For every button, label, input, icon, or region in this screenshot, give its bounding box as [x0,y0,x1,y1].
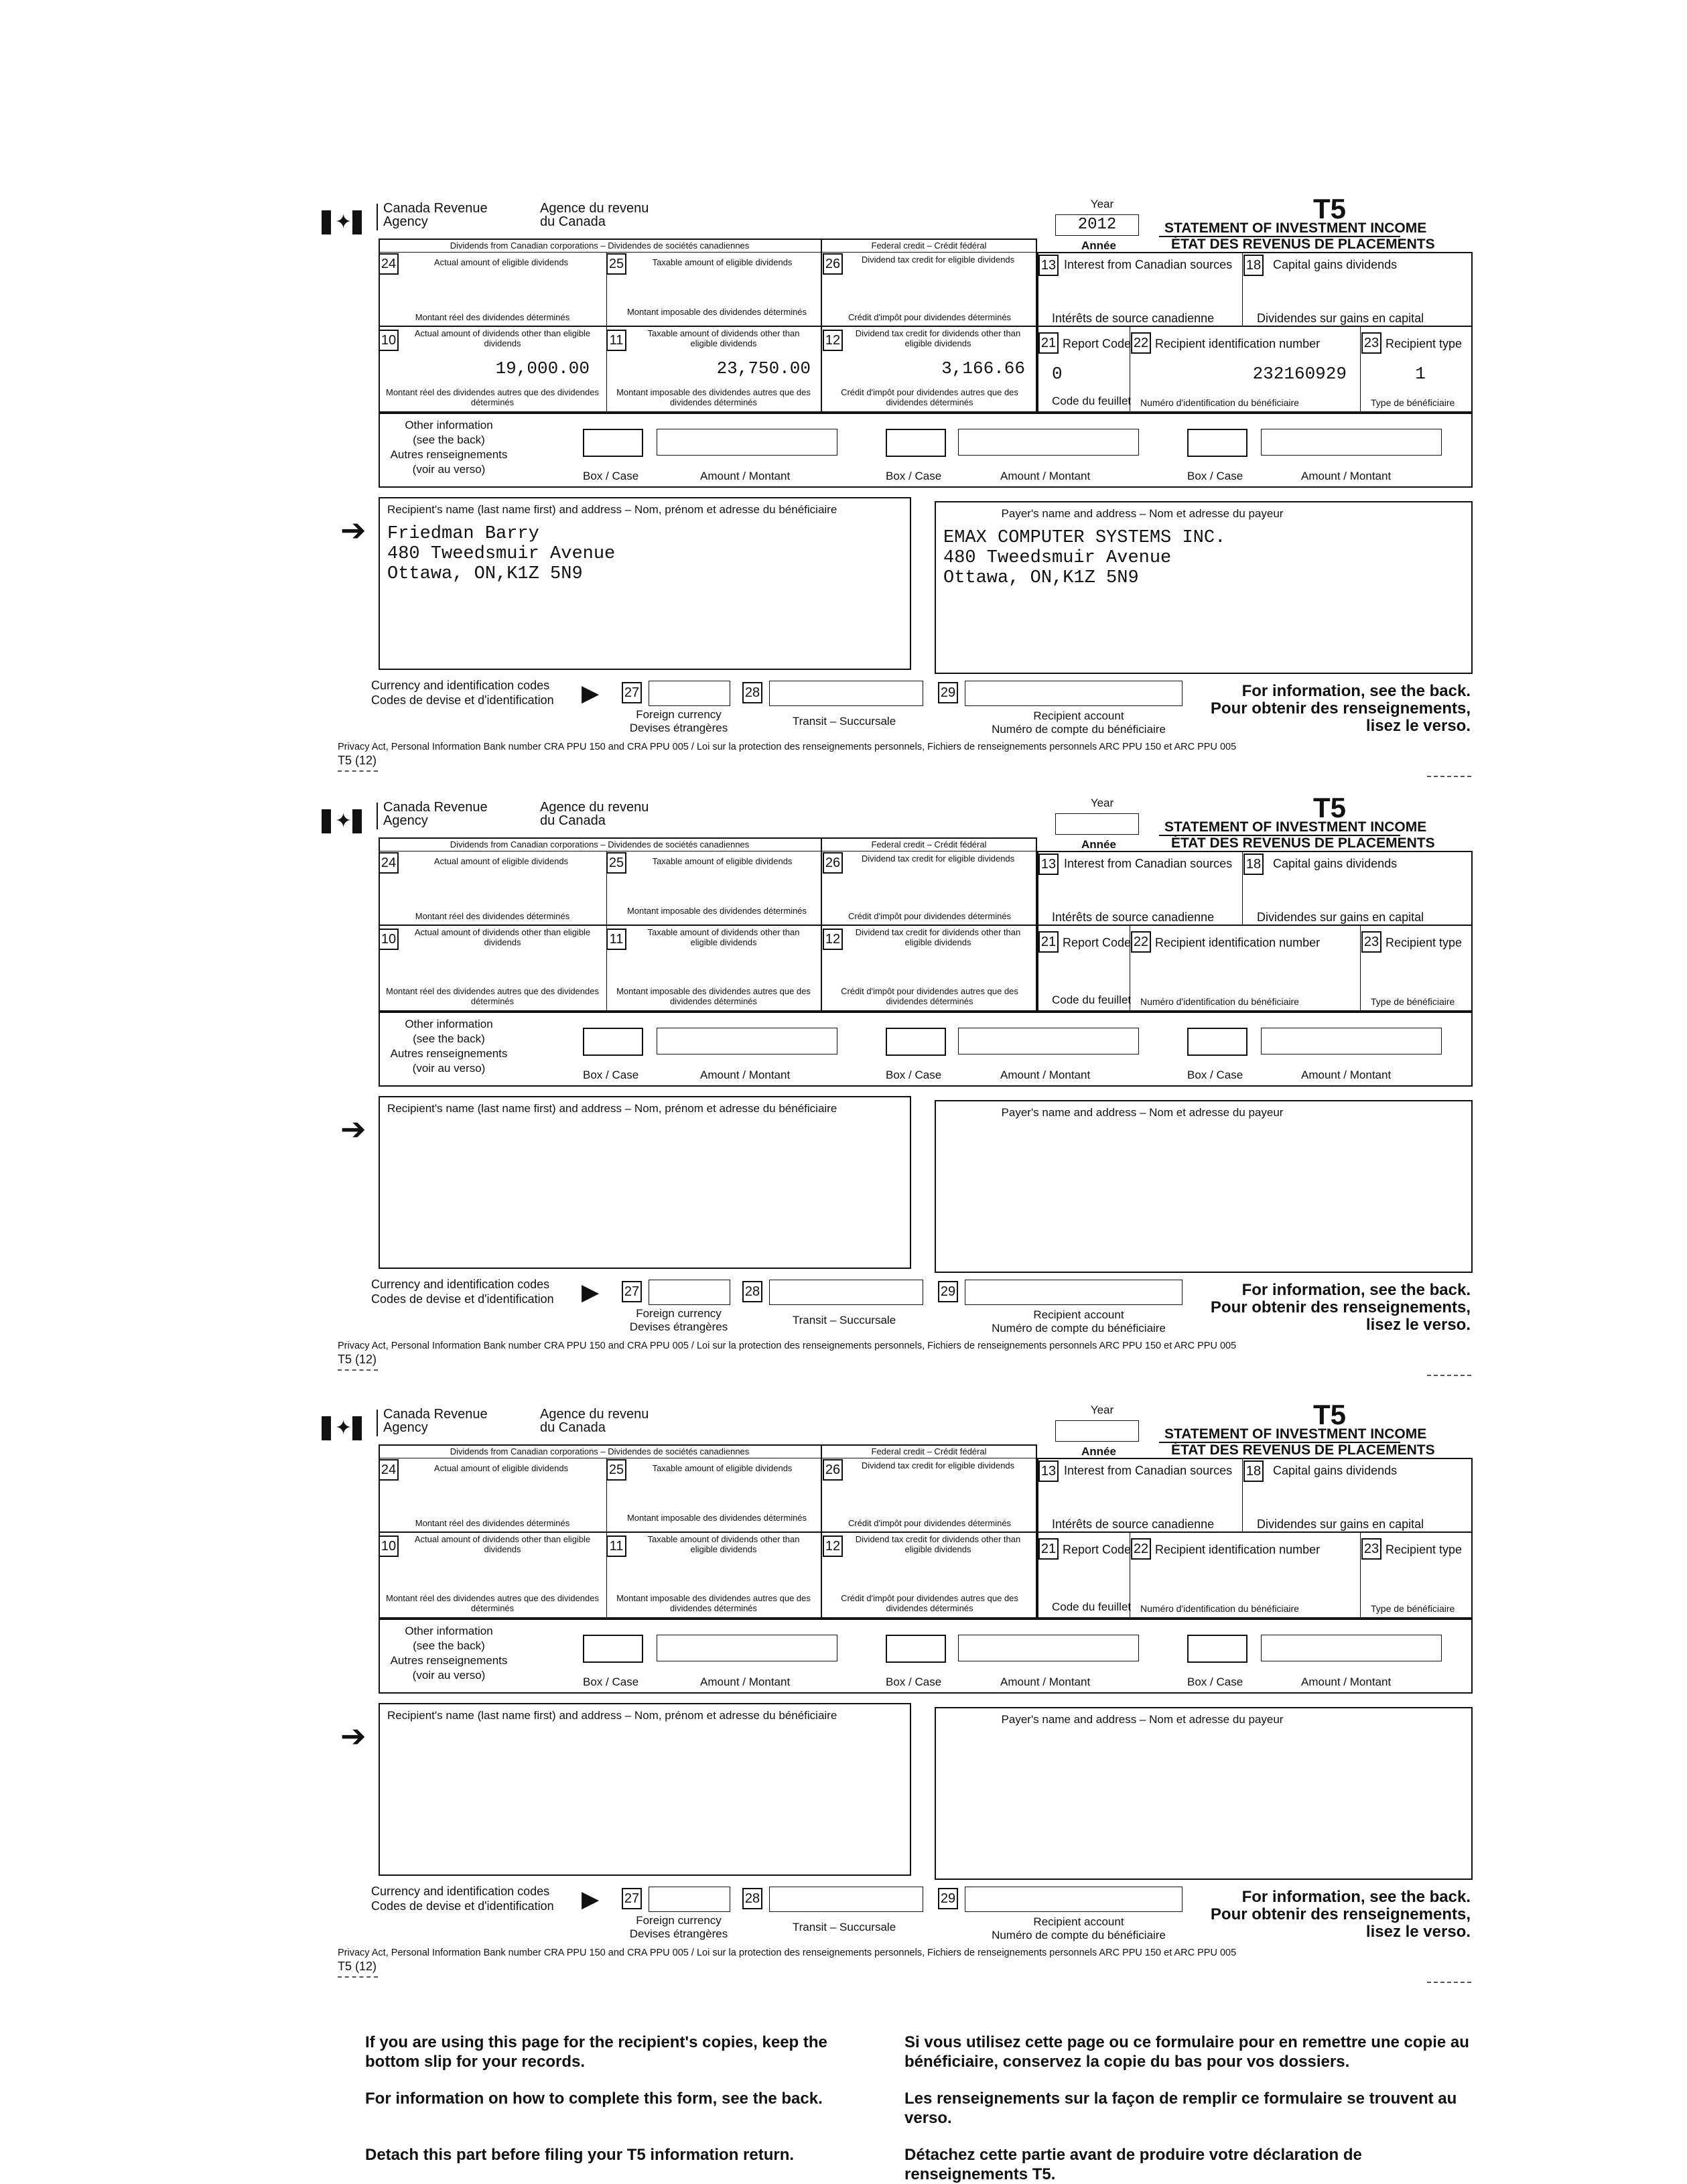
t5-slip-2 [322,792,1487,1387]
other-box-1[interactable] [583,1635,643,1663]
other-box-1[interactable] [583,1028,643,1056]
box-13-label: Interest from Canadian sources [1064,857,1233,870]
other-amount-2[interactable] [958,429,1139,456]
box-21-label-fr: Code du feuillet [1052,395,1132,407]
other-amount-1[interactable] [657,1635,837,1661]
agency-fr2: du Canada [540,813,606,828]
box-18-label-fr: Dividendes sur gains en capital [1257,1517,1424,1531]
box-case-label-2: Box / Case [886,1069,942,1081]
box-23-label: Recipient type [1386,1543,1463,1556]
payer-line-1: EMAX COMPUTER SYSTEMS INC. [943,528,1226,548]
recipient-line-2: 480 Tweedsmuir Avenue [387,544,616,564]
recipient-account-label-fr: Numéro de compte du bénéficiaire [992,1322,1166,1335]
info-en: For information, see the back. [1241,1888,1471,1906]
see-back-label: (see the back) [413,1032,485,1045]
foreign-currency-label: Foreign currency [636,1307,722,1320]
payer-label: Payer's name and address – Nom et adresse du payeur [1001,1713,1284,1726]
other-box-2[interactable] [886,429,946,457]
box-13-number: 13 [1038,1460,1059,1482]
annee-label: Année [1081,239,1116,252]
currency-label: Currency and identification codes [371,679,550,692]
privacy-statement: Privacy Act, Personal Information Bank number CRA PPU 150 and CRA PPU 005 / Loi sur la protection des renseignements personnels, Fichiers de renseignements personnels ARC PPU 150 et ARC PPU 005 [338,1341,1237,1351]
box-12-number: 12 [823,1535,843,1557]
box-23-value[interactable]: 1 [1415,364,1426,384]
box-21-number: 21 [1038,332,1059,354]
box-13-number: 13 [1038,255,1059,276]
foreign-currency-label: Foreign currency [636,708,722,721]
other-info-label: Other information [405,1018,493,1030]
box-22-label: Recipient identification number [1155,936,1321,949]
transit-label: Transit – Succursale [792,1921,896,1933]
box-21-number: 21 [1038,931,1059,953]
info-fr2: lisez le verso. [1365,1923,1471,1941]
recipient-account-label-fr: Numéro de compte du bénéficiaire [992,1929,1166,1941]
box-10-label: Actual amount of dividends other than eligible dividends [414,1534,591,1554]
transit-label: Transit – Succursale [792,715,896,728]
form-code: T5 [1313,193,1347,224]
box-28-number: 28 [742,682,762,703]
box-case-label-3: Box / Case [1187,1069,1243,1081]
box-26-label-fr: Crédit d'impôt pour dividendes déterminés [848,1518,1012,1528]
box-24-label-fr: Montant réel des dividendes déterminés [415,312,570,322]
federal-credit-header: Federal credit – Crédit fédéral [871,241,987,251]
form-code: T5 [1313,1399,1347,1430]
box-12-label: Dividend tax credit for dividends other than eligible dividends [855,927,1021,947]
agency-en: Canada Revenue [383,800,488,815]
payer-box[interactable] [935,1100,1473,1273]
footer-fr-1: Si vous utilisez cette page ou ce formulaire pour en remettre une copie au bénéficiaire, conservez la copie du bas pour vos dossiers. [904,2033,1469,2071]
box-case-label-1: Box / Case [583,470,639,482]
box-13-label: Interest from Canadian sources [1064,1464,1233,1477]
box-25-number: 25 [606,1459,626,1481]
other-amount-2[interactable] [958,1028,1139,1054]
box-13-label-fr: Intérêts de source canadienne [1052,910,1215,924]
box-10-number: 10 [379,330,399,351]
box-24-label-fr: Montant réel des dividendes déterminés [415,911,570,921]
box-12-label: Dividend tax credit for dividends other than eligible dividends [855,328,1021,348]
footer-en-1: If you are using this page for the recipient's copies, keep the bottom slip for your records. [365,2033,827,2071]
dividends-header: Dividends from Canadian corporations – Dividendes de sociétés canadiennes [450,241,750,251]
box-12-number: 12 [823,929,843,950]
box-case-label-2: Box / Case [886,470,942,482]
box-27-field[interactable] [649,681,730,706]
other-amount-2[interactable] [958,1635,1139,1661]
box-21-label: Report Code [1063,936,1132,949]
agency-en2: Agency [383,214,428,229]
other-info-label: Other information [405,1625,493,1637]
currency-label-fr: Codes de devise et d'identification [371,693,554,707]
box-25-number: 25 [606,852,626,874]
agency-en: Canada Revenue [383,201,488,216]
devises-label: Devises étrangères [629,722,728,734]
other-amount-1[interactable] [657,429,837,456]
box-case-label-1: Box / Case [583,1069,639,1081]
box-27-number: 27 [622,1281,642,1302]
title-en: STATEMENT OF INVESTMENT INCOME [1164,1426,1427,1442]
box-25-label-fr: Montant imposable des dividendes déterminés [626,1513,807,1523]
box-11-label: Taxable amount of dividends other than eligible dividends [647,1534,800,1554]
agency-en2: Agency [383,813,428,828]
box-18-label: Capital gains dividends [1273,1464,1398,1477]
currency-label-fr: Codes de devise et d'identification [371,1292,554,1306]
title-fr: ÉTAT DES REVENUS DE PLACEMENTS [1171,1442,1435,1458]
canada-flag-logo: ✦ [322,1416,362,1440]
form-id: T5 (12) [338,1353,377,1366]
annee-label: Année [1081,838,1116,851]
recipient-account-label: Recipient account [1033,709,1124,722]
title-en: STATEMENT OF INVESTMENT INCOME [1164,220,1427,236]
box-22-number: 22 [1131,1538,1151,1560]
box-27-number: 27 [622,682,642,703]
box-10-label: Actual amount of dividends other than eligible dividends [414,927,591,947]
recipient-line-3: Ottawa, ON,K1Z 5N9 [387,564,583,584]
info-en: For information, see the back. [1241,1281,1471,1299]
box-12-label-fr: Crédit d'impôt pour dividendes autres que des dividendes déterminés [841,1593,1018,1613]
info-fr: Pour obtenir des renseignements, [1210,1298,1471,1316]
t5-slip-3 [322,1399,1487,1994]
other-box-2[interactable] [886,1635,946,1663]
box-13-label-fr: Intérêts de source canadienne [1052,1517,1215,1531]
box-21-label-fr: Code du feuillet [1052,1600,1132,1613]
box-10-label-fr: Montant réel des dividendes autres que des dividendes déterminés [386,986,599,1006]
box-case-label-1: Box / Case [583,1676,639,1688]
see-back-label: (see the back) [413,433,485,446]
recipient-account-label-fr: Numéro de compte du bénéficiaire [992,723,1166,736]
box-24-number: 24 [379,1459,399,1481]
box-28-field[interactable] [769,1280,923,1305]
box-24-label-fr: Montant réel des dividendes déterminés [415,1518,570,1528]
title-fr: ÉTAT DES REVENUS DE PLACEMENTS [1171,236,1435,252]
autres-label: Autres renseignements [390,1654,508,1667]
box-25-label-fr: Montant imposable des dividendes déterminés [626,906,807,916]
year-label: Year [1090,198,1114,210]
box-21-label: Report Code [1063,337,1132,350]
box-23-label: Recipient type [1386,337,1463,350]
box-28-number: 28 [742,1888,762,1909]
info-en: For information, see the back. [1241,682,1471,700]
federal-credit-header: Federal credit – Crédit fédéral [871,839,987,849]
box-23-label: Recipient type [1386,936,1463,949]
amount-label-3: Amount / Montant [1301,470,1392,482]
box-10-label: Actual amount of dividends other than eligible dividends [414,328,591,348]
autres-label: Autres renseignements [390,448,508,461]
box-23-number: 23 [1361,931,1381,953]
box-22-number: 22 [1131,931,1151,953]
recipient-label: Recipient's name (last name first) and address – Nom, prénom et adresse du bénéficiaire [387,1709,837,1722]
recipient-arrow-icon: ➔ [340,1111,366,1146]
box-21-label: Report Code [1063,1543,1132,1556]
other-box-3[interactable] [1187,1028,1247,1056]
box-26-label-fr: Crédit d'impôt pour dividendes déterminés [848,312,1012,322]
box-10-value[interactable]: 19,000.00 [495,358,590,379]
box-13-label: Interest from Canadian sources [1064,258,1233,271]
box-11-number: 11 [606,330,626,351]
canada-flag-logo: ✦ [322,809,362,833]
box-26-label: Dividend tax credit for eligible dividends [861,854,1015,864]
box-29-field[interactable] [965,1887,1183,1912]
other-box-3[interactable] [1187,1635,1247,1663]
box-case-label-2: Box / Case [886,1676,942,1688]
amount-label-1: Amount / Montant [700,1069,791,1081]
t5-slip-1 [322,193,1487,788]
amount-label-2: Amount / Montant [1000,470,1091,482]
privacy-statement: Privacy Act, Personal Information Bank number CRA PPU 150 and CRA PPU 005 / Loi sur la protection des renseignements personnels, Fichiers de renseignements personnels ARC PPU 150 et ARC PPU 005 [338,1948,1237,1958]
info-fr: Pour obtenir des renseignements, [1210,699,1471,718]
devises-label: Devises étrangères [629,1927,728,1940]
play-arrow-icon: ▶ [582,1887,600,1912]
box-13-number: 13 [1038,854,1059,875]
box-11-number: 11 [606,1535,626,1557]
dividends-header: Dividends from Canadian corporations – Dividendes de sociétés canadiennes [450,839,750,849]
box-24-number: 24 [379,253,399,275]
box-23-number: 23 [1361,1538,1381,1560]
box-case-label-3: Box / Case [1187,470,1243,482]
box-24-number: 24 [379,852,399,874]
box-18-number: 18 [1243,1460,1264,1482]
box-12-value[interactable]: 3,166.66 [941,358,1025,379]
box-24-label: Actual amount of eligible dividends [433,856,569,866]
recipient-arrow-icon: ➔ [340,513,366,547]
amount-label-3: Amount / Montant [1301,1676,1392,1688]
year-label: Year [1090,1404,1114,1416]
box-29-field[interactable] [965,681,1183,706]
box-18-label-fr: Dividendes sur gains en capital [1257,910,1424,924]
agency-en2: Agency [383,1420,428,1435]
payer-line-3: Ottawa, ON,K1Z 5N9 [943,568,1139,588]
agency-fr: Agence du revenu [540,1407,649,1422]
box-23-label-fr: Type de bénéficiaire [1371,996,1455,1007]
agency-fr2: du Canada [540,1420,606,1435]
form-id: T5 (12) [338,1960,377,1973]
box-23-label-fr: Type de bénéficiaire [1371,397,1455,408]
dividends-header: Dividends from Canadian corporations – Dividendes de sociétés canadiennes [450,1446,750,1456]
amount-label-2: Amount / Montant [1000,1676,1091,1688]
recipient-account-label: Recipient account [1033,1308,1124,1321]
box-22-label-fr: Numéro d'identification du bénéficiaire [1140,996,1299,1007]
amount-label-1: Amount / Montant [700,470,791,482]
payer-label: Payer's name and address – Nom et adresse du payeur [1001,1106,1284,1119]
agency-en: Canada Revenue [383,1407,488,1422]
agency-fr: Agence du revenu [540,201,649,216]
agency-fr2: du Canada [540,214,606,229]
recipient-line-1: Friedman Barry [387,524,539,544]
year-field[interactable] [1055,813,1139,835]
box-29-number: 29 [938,1888,958,1909]
box-12-label-fr: Crédit d'impôt pour dividendes autres que des dividendes déterminés [841,387,1018,407]
payer-label: Payer's name and address – Nom et adresse du payeur [1001,507,1284,520]
box-29-number: 29 [938,1281,958,1302]
payer-line-2: 480 Tweedsmuir Avenue [943,548,1172,568]
recipient-box[interactable] [379,1096,911,1269]
voir-label: (voir au verso) [412,1669,486,1682]
box-11-label-fr: Montant imposable des dividendes autres que des dividendes déterminés [616,1593,811,1613]
box-25-number: 25 [606,253,626,275]
currency-label: Currency and identification codes [371,1885,550,1898]
footer-fr-3: Détachez cette partie avant de produire votre déclaration de renseignements T5. [904,2146,1362,2183]
footer-en-3: Detach this part before filing your T5 information return. [365,2146,795,2164]
transit-label: Transit – Succursale [792,1314,896,1326]
box-27-field[interactable] [649,1280,730,1305]
box-26-number: 26 [823,253,843,275]
box-26-number: 26 [823,852,843,874]
box-29-field[interactable] [965,1280,1183,1305]
box-11-label: Taxable amount of dividends other than eligible dividends [647,328,800,348]
box-21-number: 21 [1038,1538,1059,1560]
box-11-number: 11 [606,929,626,950]
box-21-value[interactable]: 0 [1052,364,1063,384]
recipient-label: Recipient's name (last name first) and address – Nom, prénom et adresse du bénéficiaire [387,503,837,516]
other-info-label: Other information [405,419,493,431]
box-12-number: 12 [823,330,843,351]
box-18-label: Capital gains dividends [1273,857,1398,870]
privacy-statement: Privacy Act, Personal Information Bank number CRA PPU 150 and CRA PPU 005 / Loi sur la protection des renseignements personnels, Fichiers de renseignements personnels ARC PPU 150 et ARC PPU 005 [338,742,1237,752]
currency-label-fr: Codes de devise et d'identification [371,1899,554,1913]
box-10-label-fr: Montant réel des dividendes autres que des dividendes déterminés [386,387,599,407]
box-22-label-fr: Numéro d'identification du bénéficiaire [1140,397,1299,408]
box-22-label: Recipient identification number [1155,1543,1321,1556]
box-22-label: Recipient identification number [1155,337,1321,350]
box-10-number: 10 [379,929,399,950]
box-12-label: Dividend tax credit for dividends other than eligible dividends [855,1534,1021,1554]
foreign-currency-label: Foreign currency [636,1914,722,1927]
box-18-number: 18 [1243,255,1264,276]
title-fr: ÉTAT DES REVENUS DE PLACEMENTS [1171,835,1435,851]
box-24-label: Actual amount of eligible dividends [433,1463,569,1473]
box-26-label: Dividend tax credit for eligible dividends [861,255,1015,265]
info-fr2: lisez le verso. [1365,1316,1471,1334]
info-fr2: lisez le verso. [1365,717,1471,735]
box-10-number: 10 [379,1535,399,1557]
see-back-label: (see the back) [413,1639,485,1652]
box-22-label-fr: Numéro d'identification du bénéficiaire [1140,1603,1299,1614]
form-code: T5 [1313,792,1347,823]
box-22-number: 22 [1131,332,1151,354]
voir-label: (voir au verso) [412,463,486,476]
devises-label: Devises étrangères [629,1320,728,1333]
box-11-label: Taxable amount of dividends other than eligible dividends [647,927,800,947]
box-12-label-fr: Crédit d'impôt pour dividendes autres que des dividendes déterminés [841,986,1018,1006]
box-26-label-fr: Crédit d'impôt pour dividendes déterminés [848,911,1012,921]
box-25-label-fr: Montant imposable des dividendes déterminés [626,307,807,317]
recipient-arrow-icon: ➔ [340,1718,366,1753]
agency-fr: Agence du revenu [540,800,649,815]
footer-en-2: For information on how to complete this form, see the back. [365,2090,823,2108]
box-11-label-fr: Montant imposable des dividendes autres que des dividendes déterminés [616,986,811,1006]
box-28-field[interactable] [769,681,923,706]
other-amount-1[interactable] [657,1028,837,1054]
box-27-field[interactable] [649,1887,730,1912]
other-amount-3[interactable] [1261,1635,1442,1661]
interest-grid [1037,1458,1473,1619]
box-case-label-3: Box / Case [1187,1676,1243,1688]
currency-label: Currency and identification codes [371,1278,550,1291]
box-11-label-fr: Montant imposable des dividendes autres que des dividendes déterminés [616,387,811,407]
box-25-label: Taxable amount of eligible dividends [652,1463,793,1473]
form-id: T5 (12) [338,754,377,767]
box-26-number: 26 [823,1459,843,1481]
amount-label-1: Amount / Montant [700,1676,791,1688]
box-18-label: Capital gains dividends [1273,258,1398,271]
box-22-value[interactable]: 232160929 [1252,364,1347,384]
interest-grid [1037,252,1473,413]
play-arrow-icon: ▶ [582,1280,600,1305]
recipient-account-label: Recipient account [1033,1915,1124,1928]
info-fr: Pour obtenir des renseignements, [1210,1905,1471,1923]
recipient-label: Recipient's name (last name first) and address – Nom, prénom et adresse du bénéficiaire [387,1102,837,1115]
canada-flag-logo: ✦ [322,210,362,234]
annee-label: Année [1081,1445,1116,1458]
box-25-label: Taxable amount of eligible dividends [652,257,793,267]
play-arrow-icon: ▶ [582,681,600,706]
box-21-label-fr: Code du feuillet [1052,994,1132,1006]
box-18-number: 18 [1243,854,1264,875]
other-box-1[interactable] [583,429,643,457]
other-amount-3[interactable] [1261,1028,1442,1054]
year-label: Year [1090,797,1114,809]
box-18-label-fr: Dividendes sur gains en capital [1257,312,1424,325]
box-28-field[interactable] [769,1887,923,1912]
other-box-3[interactable] [1187,429,1247,457]
box-29-number: 29 [938,682,958,703]
year-field[interactable]: 2012 [1055,214,1139,236]
box-11-value[interactable]: 23,750.00 [716,358,811,379]
footer-fr-2: Les renseignements sur la façon de remplir ce formulaire se trouvent au verso. [904,2090,1457,2127]
box-24-label: Actual amount of eligible dividends [433,257,569,267]
year-field[interactable] [1055,1420,1139,1442]
autres-label: Autres renseignements [390,1047,508,1060]
interest-grid [1037,851,1473,1012]
box-23-label-fr: Type de bénéficiaire [1371,1603,1455,1614]
other-amount-3[interactable] [1261,429,1442,456]
box-23-number: 23 [1361,332,1381,354]
title-en: STATEMENT OF INVESTMENT INCOME [1164,819,1427,835]
federal-credit-header: Federal credit – Crédit fédéral [871,1446,987,1456]
box-25-label: Taxable amount of eligible dividends [652,856,793,866]
box-26-label: Dividend tax credit for eligible dividends [861,1460,1015,1471]
recipient-box[interactable] [379,1703,911,1876]
amount-label-2: Amount / Montant [1000,1069,1091,1081]
payer-box[interactable] [935,1707,1473,1880]
amount-label-3: Amount / Montant [1301,1069,1392,1081]
box-10-label-fr: Montant réel des dividendes autres que des dividendes déterminés [386,1593,599,1613]
box-28-number: 28 [742,1281,762,1302]
other-box-2[interactable] [886,1028,946,1056]
box-13-label-fr: Intérêts de source canadienne [1052,312,1215,325]
box-27-number: 27 [622,1888,642,1909]
voir-label: (voir au verso) [412,1062,486,1075]
